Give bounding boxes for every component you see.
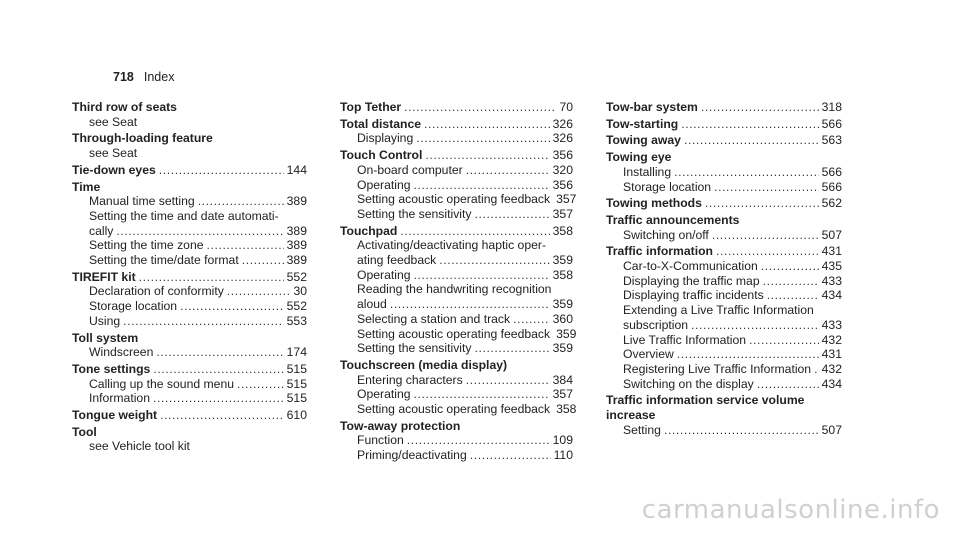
- index-subentry: [340, 373, 573, 388]
- index-heading-text: Tongue weight: [72, 408, 158, 423]
- page-reference: 515: [286, 376, 307, 391]
- index-column-3: [606, 100, 842, 439]
- index-heading-text: Top Tether: [340, 100, 402, 114]
- index-subentry: [340, 433, 573, 448]
- index-subentry-text: Displaying traffic incidents: [623, 288, 764, 303]
- page-reference: 610: [286, 408, 307, 423]
- dot-leader: [664, 423, 819, 438]
- index-column-1: [72, 100, 307, 456]
- index-entry: [72, 131, 307, 160]
- index-subentry: [606, 259, 842, 274]
- index-subentry-text: Setting the time/date format: [89, 253, 239, 268]
- page-reference: 435: [821, 259, 842, 274]
- index-columns: [0, 100, 960, 510]
- index-heading: [340, 224, 573, 239]
- dot-leader: [691, 318, 819, 333]
- page-number: 718: [113, 70, 134, 84]
- page-reference: 552: [286, 269, 307, 284]
- page-reference: 357: [552, 206, 573, 221]
- index-heading-text: Tow-bar system: [606, 100, 698, 114]
- index-subentry-text: Windscreen: [89, 345, 154, 360]
- index-heading: [72, 362, 307, 377]
- index-heading-text: Tow-away protection: [340, 418, 461, 433]
- dot-leader: [156, 345, 283, 360]
- index-heading-text: Traffic information service volume: [606, 393, 805, 408]
- watermark-text: carmanualsonline.info: [641, 495, 940, 525]
- index-subentry-text: Declaration of conformity: [89, 284, 224, 299]
- page-reference: 432: [821, 332, 842, 347]
- page-reference: 359: [552, 297, 573, 312]
- index-subentry-text: On-board computer: [357, 162, 463, 177]
- page-reference: 110: [553, 448, 573, 463]
- page-reference: 433: [821, 317, 842, 332]
- dot-leader: [242, 253, 284, 268]
- index-heading-text: Traffic announcements: [606, 212, 740, 227]
- index-subentry-text: Setting acoustic operating feedback: [357, 402, 551, 417]
- index-heading: [72, 100, 307, 115]
- index-entry: [72, 270, 307, 329]
- index-entry: [606, 133, 842, 148]
- index-heading: [606, 213, 842, 228]
- index-subentry: [340, 207, 573, 222]
- dot-leader: [814, 362, 819, 377]
- index-subentry-text: Setting acoustic operating feedback: [357, 326, 551, 341]
- index-heading-text: Through-loading feature: [72, 131, 213, 146]
- index-subentry: [340, 402, 577, 417]
- index-heading: [72, 163, 307, 178]
- index-heading: [72, 131, 307, 146]
- index-subentry-text: Selecting a station and track: [357, 311, 511, 326]
- index-subentry-text: Switching on the display: [623, 376, 754, 391]
- dot-leader: [153, 362, 283, 377]
- index-heading-text: Traffic information: [606, 244, 713, 259]
- page-reference: 433: [821, 273, 842, 288]
- page-reference: 356: [552, 148, 573, 163]
- index-heading: [340, 419, 573, 434]
- index-entry: [340, 223, 577, 356]
- index-subentry-text: Activating/deactivating haptic oper-: [357, 238, 547, 253]
- index-heading-text: Towing away: [606, 133, 681, 148]
- index-subentry-text: Installing: [623, 164, 672, 179]
- index-heading-text: Total distance: [340, 116, 422, 131]
- dot-leader: [470, 448, 551, 463]
- index-subentry: [72, 314, 307, 329]
- dot-leader: [237, 377, 284, 392]
- index-heading-text: Towing eye: [606, 150, 672, 165]
- page-reference: 507: [821, 422, 842, 437]
- index-heading-text: Touchpad: [340, 223, 398, 238]
- index-heading: [606, 150, 842, 165]
- index-subentry-text: Setting acoustic operating feedback: [357, 192, 551, 207]
- index-subentry-text: Operating: [357, 387, 411, 402]
- dot-leader: [674, 165, 819, 180]
- index-subentry-text: Displaying the traffic map: [623, 273, 760, 288]
- page-reference: 431: [821, 244, 842, 259]
- page-reference: 109: [552, 433, 573, 448]
- index-subentry-text: Function: [357, 433, 404, 448]
- index-heading: [606, 196, 842, 211]
- dot-leader: [160, 408, 284, 423]
- index-entry: [72, 163, 307, 178]
- index-subentry-text: Calling up the sound menu: [89, 376, 234, 391]
- index-subentry: [72, 209, 307, 224]
- index-entry: [72, 180, 307, 268]
- index-subentry-text: Operating: [357, 177, 411, 192]
- index-subentry: [606, 362, 842, 377]
- page-reference: 30: [293, 284, 307, 299]
- index-subentry-text: Reading the handwriting recognition: [357, 282, 552, 297]
- index-heading-text: Time: [72, 179, 101, 194]
- page-reference: 515: [286, 391, 307, 406]
- index-subentry: [340, 312, 573, 327]
- index-subentry: [606, 180, 842, 195]
- index-subentry: [72, 299, 307, 314]
- index-subentry: [72, 439, 307, 454]
- index-subentry: [340, 192, 577, 207]
- dot-leader: [414, 178, 550, 193]
- index-subentry-text: ating feedback: [357, 253, 437, 268]
- index-entry: [72, 408, 307, 423]
- index-entry: [340, 419, 573, 463]
- index-heading-text: Third row of seats: [72, 100, 177, 114]
- dot-leader: [677, 347, 819, 362]
- dot-leader: [407, 433, 550, 448]
- index-heading-text: increase: [606, 408, 656, 423]
- index-subentry-text: Storage location: [89, 299, 178, 314]
- index-entry: [72, 362, 307, 406]
- index-entry: [606, 150, 842, 194]
- index-heading: [72, 425, 307, 440]
- page-reference: 434: [821, 288, 842, 303]
- index-entry: [606, 117, 842, 132]
- page-reference: 358: [552, 267, 573, 282]
- page-reference: 431: [821, 347, 842, 362]
- index-subentry-text: Using: [89, 313, 121, 328]
- dot-leader: [153, 391, 284, 406]
- dot-leader: [425, 148, 549, 163]
- dot-leader: [474, 207, 549, 222]
- page-reference: 432: [821, 361, 842, 376]
- index-subentry: [72, 115, 307, 130]
- index-entry: [340, 100, 573, 115]
- index-subentry-text: Entering characters: [357, 372, 463, 387]
- index-subentry-text: see Seat: [89, 146, 138, 161]
- index-heading-text: Tow-starting: [606, 116, 679, 131]
- index-heading: [606, 244, 842, 259]
- page-reference: 70: [559, 100, 573, 114]
- dot-leader: [466, 373, 550, 388]
- page-reference: 434: [821, 376, 842, 391]
- index-heading-text: Tone settings: [72, 361, 151, 376]
- dot-leader: [159, 163, 284, 178]
- index-heading: [72, 270, 307, 285]
- index-heading: [606, 100, 842, 115]
- page-reference: 359: [552, 341, 573, 356]
- index-heading: [340, 100, 573, 115]
- index-heading: [72, 331, 307, 346]
- index-subentry-text: see Seat: [89, 114, 138, 129]
- index-subentry: [340, 326, 577, 342]
- index-entry: [606, 244, 842, 391]
- index-subentry: [72, 284, 307, 299]
- page-reference: 318: [821, 100, 842, 114]
- dot-leader: [763, 274, 819, 289]
- dot-leader: [761, 259, 819, 274]
- page-reference: 507: [821, 227, 842, 242]
- index-subentry: [606, 303, 842, 318]
- index-subentry: [606, 333, 842, 348]
- page-reference: 360: [552, 311, 573, 326]
- dot-leader: [705, 196, 819, 211]
- dot-leader: [207, 238, 284, 253]
- index-subentry-text: subscription: [623, 317, 689, 332]
- index-subentry: [606, 377, 842, 392]
- dot-leader: [712, 228, 819, 243]
- index-heading-text: Towing methods: [606, 196, 702, 211]
- page-reference: 389: [286, 194, 307, 209]
- index-subentry: [340, 131, 573, 146]
- index-subentry: [72, 238, 307, 253]
- index-heading-text: Tie-down eyes: [72, 162, 156, 177]
- page-reference: 566: [821, 164, 842, 179]
- index-entry: [72, 425, 307, 454]
- index-subentry-text: Setting: [623, 422, 661, 437]
- index-entry: [72, 331, 307, 360]
- index-subentry-text: aloud: [357, 297, 387, 312]
- page-reference: 552: [286, 299, 307, 314]
- dot-leader: [439, 253, 549, 268]
- index-subentry-text: Setting the sensitivity: [357, 206, 472, 221]
- index-subentry-text: Storage location: [623, 179, 712, 194]
- index-entry: [606, 196, 842, 211]
- page-reference: 174: [286, 345, 307, 360]
- page-reference: 356: [552, 177, 573, 192]
- index-subentry-text: Operating: [357, 267, 411, 282]
- dot-leader: [400, 224, 549, 239]
- dot-leader: [701, 100, 819, 115]
- index-subentry: [72, 391, 307, 406]
- index-subentry-text: Setting the time zone: [89, 238, 204, 253]
- dot-leader: [714, 180, 819, 195]
- index-subentry: [340, 341, 573, 356]
- index-heading-text: Toll system: [72, 330, 139, 345]
- index-subentry-text: Setting the time and date automati-: [89, 208, 279, 223]
- page-reference: 357: [552, 387, 573, 402]
- index-column-2: [340, 100, 577, 465]
- page-reference: 389: [286, 253, 307, 268]
- index-heading: [72, 408, 307, 423]
- page-reference: 326: [552, 116, 573, 131]
- index-subentry: [606, 423, 842, 438]
- index-subentry-text: Car-to-X-Communication: [623, 259, 758, 274]
- page-reference: 358: [556, 402, 577, 417]
- dot-leader: [466, 163, 550, 178]
- index-subentry-text: Live Traffic Information: [623, 332, 747, 347]
- dot-leader: [227, 284, 291, 299]
- index-subentry: [72, 253, 307, 268]
- page-reference: 359: [556, 326, 577, 341]
- index-subentry: [606, 347, 842, 362]
- index-subentry-text: Priming/deactivating: [357, 448, 467, 463]
- page-reference: 389: [286, 238, 307, 253]
- index-subentry: [340, 282, 573, 297]
- page-reference: 358: [552, 223, 573, 238]
- page-reference: 144: [286, 162, 307, 177]
- index-subentry: [340, 253, 573, 268]
- index-heading: [72, 180, 307, 195]
- index-entry: [340, 148, 577, 222]
- index-subentry: [340, 163, 573, 178]
- index-subentry-text: Overview: [623, 347, 674, 362]
- index-heading: [606, 133, 842, 148]
- dot-leader: [180, 299, 284, 314]
- index-subentry: [606, 318, 842, 333]
- dot-leader: [116, 224, 283, 239]
- index-subentry: [340, 178, 573, 193]
- dot-leader: [513, 312, 550, 327]
- index-entry: [606, 213, 842, 242]
- index-heading-text: Touch Control: [340, 148, 423, 163]
- index-subentry-text: Extending a Live Traffic Information: [623, 303, 814, 318]
- index-heading: [340, 148, 573, 163]
- dot-leader: [404, 100, 556, 115]
- index-subentry: [606, 274, 842, 289]
- index-subentry: [340, 238, 573, 253]
- index-heading-text: Touchscreen (media display): [340, 357, 508, 372]
- index-subentry: [72, 224, 307, 239]
- index-subentry-text: Displaying: [357, 131, 414, 146]
- index-subentry-text: see Vehicle tool kit: [89, 439, 190, 454]
- dot-leader: [474, 341, 549, 356]
- section-title: Index: [143, 70, 175, 84]
- index-subentry: [606, 165, 842, 180]
- dot-leader: [681, 117, 818, 132]
- page-reference: 320: [552, 162, 573, 177]
- dot-leader: [749, 333, 819, 348]
- index-subentry-text: Setting the sensitivity: [357, 341, 472, 356]
- page-reference: 563: [821, 133, 842, 148]
- index-subentry-text: Information: [89, 391, 150, 406]
- index-subentry-text: Registering Live Traffic Information: [623, 361, 812, 376]
- index-entry: [606, 100, 842, 115]
- index-subentry: [72, 377, 307, 392]
- dot-leader: [414, 268, 550, 283]
- index-subentry: [340, 297, 573, 312]
- dot-leader: [767, 288, 819, 303]
- dot-leader: [123, 314, 283, 329]
- index-subentry-text: Manual time setting: [89, 194, 195, 209]
- index-entry: [340, 357, 577, 417]
- dot-leader: [139, 270, 284, 285]
- index-subentry: [340, 448, 573, 463]
- dot-leader: [684, 133, 819, 148]
- page-reference: 566: [821, 179, 842, 194]
- index-entry: [340, 117, 573, 146]
- page-reference: 389: [286, 223, 307, 238]
- page-reference: 384: [552, 372, 573, 387]
- dot-leader: [414, 387, 550, 402]
- page-reference: 515: [286, 361, 307, 376]
- index-subentry: [340, 387, 573, 402]
- index-entry: [606, 393, 842, 437]
- page-reference: 357: [556, 192, 577, 207]
- page-reference: 566: [821, 116, 842, 131]
- index-subentry-text: cally: [89, 223, 114, 238]
- dot-leader: [757, 377, 819, 392]
- index-subentry: [72, 146, 307, 161]
- page-reference: 553: [286, 313, 307, 328]
- page-reference: 359: [552, 253, 573, 268]
- index-heading-text: Tool: [72, 424, 97, 439]
- dot-leader: [424, 117, 550, 132]
- index-heading: [606, 393, 842, 408]
- page-reference: 326: [552, 131, 573, 146]
- index-heading: [340, 117, 573, 132]
- page-reference: 562: [821, 196, 842, 211]
- index-subentry: [606, 228, 842, 243]
- dot-leader: [390, 297, 550, 312]
- index-subentry: [72, 345, 307, 360]
- index-heading: [606, 117, 842, 132]
- index-subentry: [72, 194, 307, 209]
- dot-leader: [716, 244, 819, 259]
- dot-leader: [416, 131, 549, 146]
- index-subentry-text: Switching on/off: [623, 227, 709, 242]
- index-heading: [606, 408, 842, 423]
- page-header: [113, 70, 174, 84]
- index-subentry: [606, 288, 842, 303]
- dot-leader: [198, 194, 284, 209]
- index-entry: [72, 100, 307, 129]
- index-heading-text: TIREFIT kit: [72, 269, 136, 284]
- index-heading: [340, 358, 573, 373]
- index-subentry: [340, 268, 573, 283]
